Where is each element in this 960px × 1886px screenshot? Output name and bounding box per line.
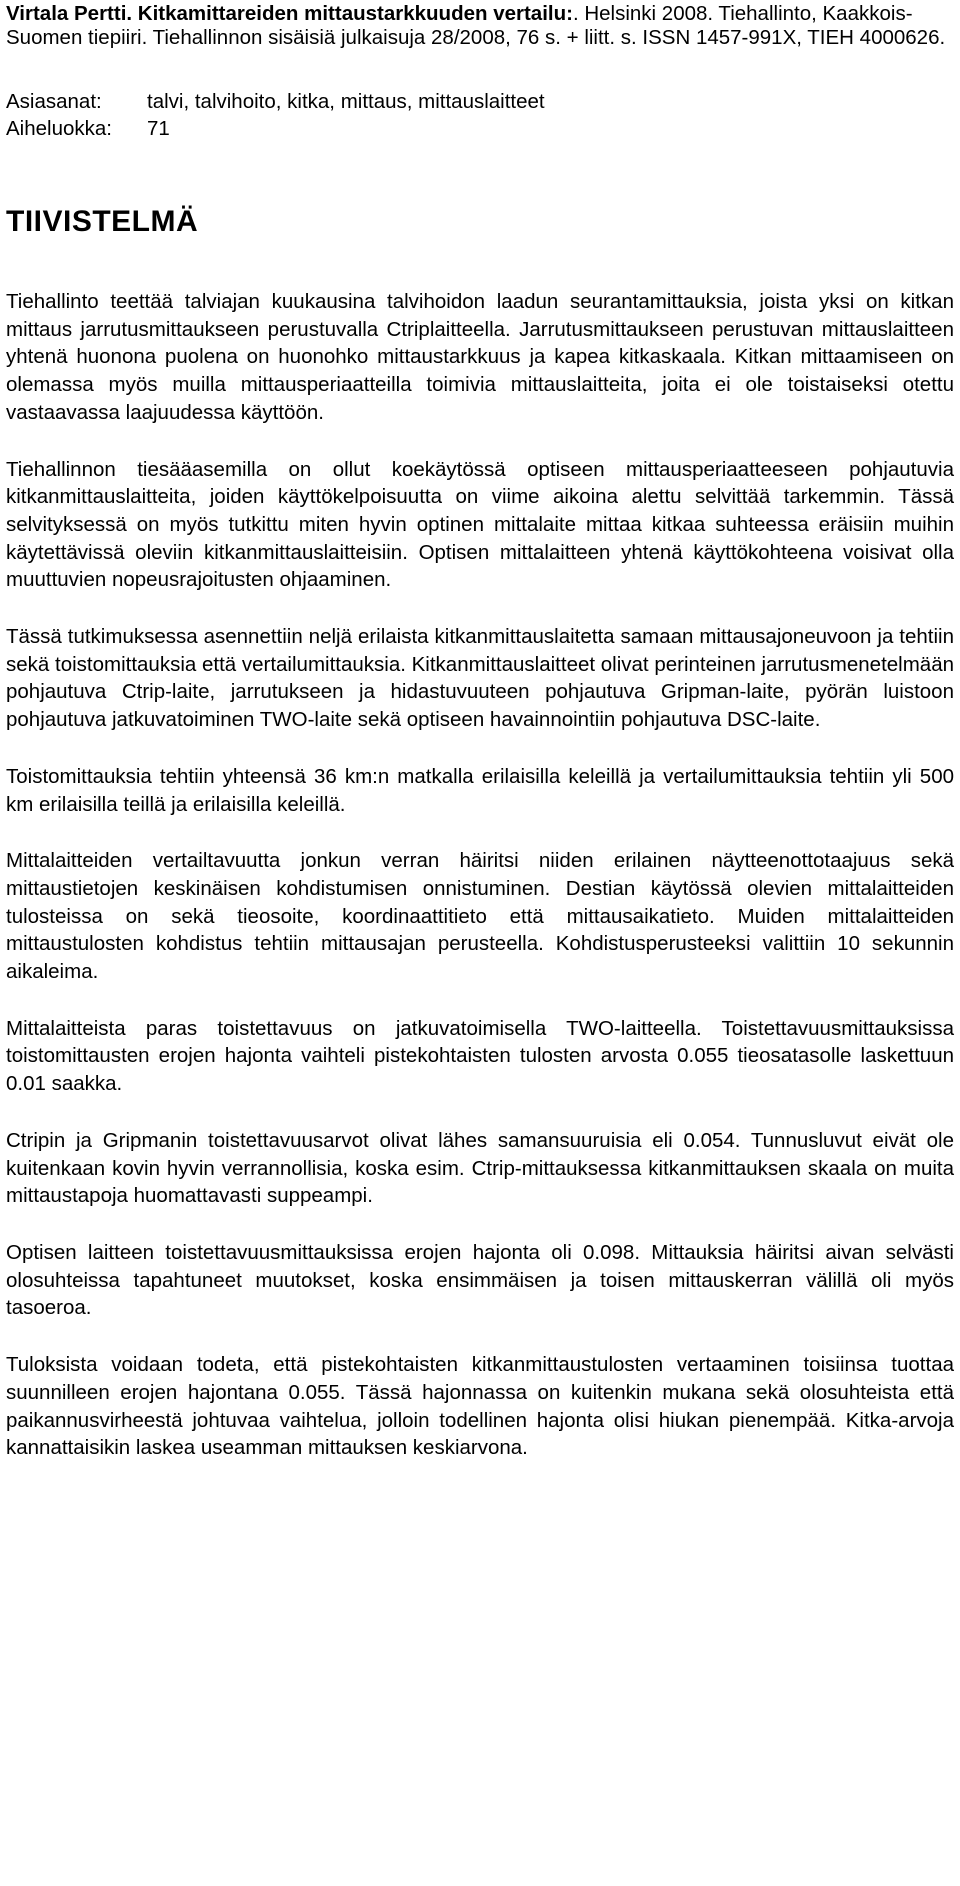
paragraph: Tuloksista voidaan todeta, että pistekohtaisten kitkanmittaustulosten vertaaminen toisiinsa tuottaa suunnilleen erojen hajontana 0.055. Tässä hajonnassa on kuitenkin mukana sekä olosuhteista että paikannusvirheestä johtuvaa vaihtelua, jolloin todellinen hajonta olisi hiukan pienempää. Kitka-arvoja kannattaisikin laskea useamman mittauksen keskiarvona. (6, 1353, 954, 1460)
metadata-block (6, 88, 954, 142)
document-page (6, 0, 954, 1491)
class-value: 71 (147, 117, 170, 140)
abstract-heading: TIIVISTELMÄ (6, 205, 199, 238)
paragraph: Tiehallinnon tiesääasemilla on ollut koekäytössä optiseen mittausperiaatteeseen pohjautuvia kitkanmittauslaitteita, joiden käyttökelpoisuutta on viime aikoina alettu selvittää tarkemmin. Tässä selvityksessä on myös tutkittu miten hyvin optinen mittalaite mittaa kitkaa suhteessa eräisiin muihin käytettävissä oleviin kitkanmittauslaitteisiin. Optisen mittalaitteen yhtenä käyttökohteena voisivat olla muuttuvien nopeusrajoitusten ohjaaminen. (6, 457, 954, 592)
class-label: Aiheluokka: (6, 117, 112, 140)
paragraph: Tiehallinto teettää talviajan kuukausina talvihoidon laadun seurantamittauksia, joista yksi on kitkan mittaus jarrutusmittaukseen perustuvalla Ctriplaitteella. Jarrutusmittaukseen perustuvan mittauslaitteen yhtenä huonona puolena on huonohko mittaustarkkuus ja kapea kitkaskaala. Kitkan mittaamiseen on olemassa myös muilla mittausperiaatteilla toimivia mittauslaitteita, joita ei ole toistaiseksi otettu vastaavassa laajuudessa käyttöön. (6, 290, 954, 424)
publication-details: . Helsinki 2008. Tiehallinto, Kaakkois-Suomen tiepiiri. Tiehallinnon sisäisiä julkaisuja 28/2008, 76 s. + liitt. s. ISSN 1457-991X, TIEH 4000626. (6, 2, 946, 49)
paragraph: Mittalaitteista paras toistettavuus on jatkuvatoimisella TWO-laitteella. Toistettavuusmittauksissa toistomittausten erojen hajonta vaihteli pistekohtaisten tulosten arvosta 0.055 tieosatasolle laskettuun 0.01 saakka. (6, 1016, 954, 1096)
paragraph: Ctripin ja Gripmanin toistettavuusarvot olivat lähes samansuuruisia eli 0.054. Tunnusluvut eivät ole kuitenkaan kovin hyvin verrannollisia, koska esim. Ctrip-mittauksessa kitkanmittauksen skaala on muita mittaustapoja huomattavasti suppeampi. (6, 1128, 954, 1208)
paragraph: Toistomittauksia tehtiin yhteensä 36 km:n matkalla erilaisilla keleillä ja vertailumittauksia tehtiin yli 500 km erilaisilla teillä ja erilaisilla keleillä. (6, 764, 954, 816)
paragraph: Tässä tutkimuksessa asennettiin neljä erilaista kitkanmittauslaitetta samaan mittausajoneuvoon ja tehtiin sekä toistomittauksia että vertailumittauksia. Kitkanmittauslaitteet olivat perinteinen jarrutusmenetelmään pohjautuva Ctrip-laite, jarrutukseen ja hidastuvuuteen pohjautuva Gripman-laite, pyörän luistoon pohjautuva jatkuvatoiminen TWO-laite sekä optiseen havainnointiin pohjautuva DSC-laite. (6, 625, 955, 732)
bibliographic-reference (6, 0, 954, 50)
subjects-value: talvi, talvihoito, kitka, mittaus, mittauslaitteet (147, 90, 545, 113)
author-and-title: Virtala Pertti. Kitkamittareiden mittaustarkkuuden vertailu: (6, 2, 573, 25)
subjects-label: Asiasanat: (6, 90, 102, 113)
paragraph: Mittalaitteiden vertailtavuutta jonkun verran häiritsi niiden erilainen näytteenottotaajuus sekä mittaustietojen keskinäisen kohdistumisen onnistuminen. Destian käytössä olevien mittalaitteiden tulosteissa on sekä tieosoite, koordinaattitieto että mittausaikatieto. Muiden mittalaitteiden mittaustulosten kohdistus tehtiin mittausajan perusteella. Kohdistusperusteeksi valittiin 10 sekunnin aikaleima. (6, 849, 954, 984)
paragraph: Optisen laitteen toistettavuusmittauksissa erojen hajonta oli 0.098. Mittauksia häiritsi aivan selvästi olosuhteissa tapahtuneet muutokset, koska ensimmäisen ja toisen mittauskerran välillä oli myös tasoeroa. (6, 1240, 954, 1320)
abstract-body (6, 288, 954, 1462)
class-row (6, 115, 954, 142)
subjects-row (6, 88, 954, 115)
